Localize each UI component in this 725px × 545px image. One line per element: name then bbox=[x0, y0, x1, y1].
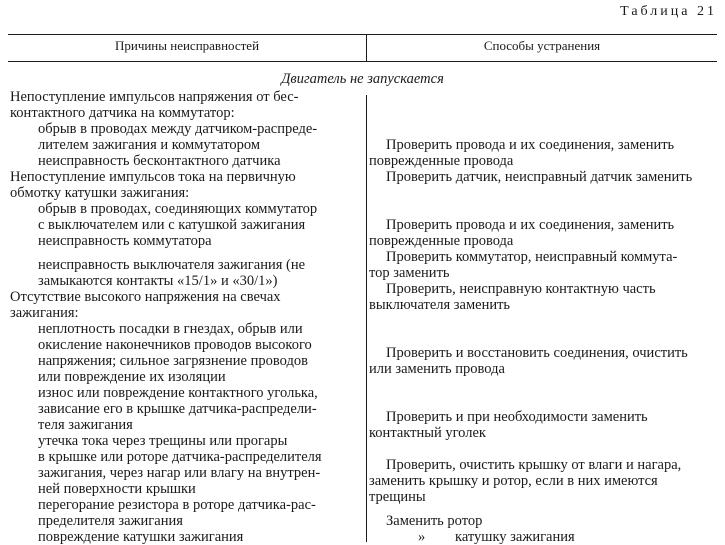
remedy-line: тор заменить bbox=[369, 265, 450, 281]
cause-line: лителем зажигания и коммутатором bbox=[38, 137, 261, 153]
cause-line: с выключателем или с катушкой зажигания bbox=[38, 217, 306, 233]
remedy-line: трещины bbox=[369, 489, 426, 505]
column-divider bbox=[366, 95, 367, 542]
cause-line: или повреждение их изоляции bbox=[38, 369, 226, 385]
header-causes: Причины неисправностей bbox=[114, 38, 260, 53]
remedy-line: Проверить и восстановить соединения, очистить bbox=[386, 345, 688, 361]
remedy-line: Проверить и при необходимости заменить bbox=[386, 409, 648, 425]
cause-line: теля зажигания bbox=[38, 417, 133, 433]
remedy-line: контактный уголек bbox=[369, 425, 486, 441]
remedy-line: заменить крышку и ротор, если в них имеются bbox=[369, 473, 658, 489]
remedy-line: поврежденные провода bbox=[369, 153, 514, 169]
cause-line: обрыв в проводах, соединяющих коммутатор bbox=[38, 201, 318, 217]
cause-line: зажигания, через нагар или влагу на внутрен- bbox=[38, 465, 321, 481]
section-title: Двигатель не запускается bbox=[281, 71, 444, 87]
cause-line: замыкаются контакты «15/1» и «30/1») bbox=[38, 273, 278, 289]
cause-line: Непоступление импульсов напряжения от бес- bbox=[10, 89, 299, 105]
cause-line: Непоступление импульсов тока на первичную bbox=[10, 169, 296, 185]
header-rule bbox=[8, 61, 717, 62]
remedy-line: выключателя заменить bbox=[369, 297, 511, 313]
cause-line: окисление наконечников проводов высокого bbox=[38, 337, 312, 353]
cause-line: зажигания: bbox=[10, 305, 79, 321]
cause-line: неисправность выключателя зажигания (не bbox=[38, 257, 306, 273]
cause-line: Отсутствие высокого напряжения на свечах bbox=[10, 289, 281, 305]
cause-line: утечка тока через трещины или прогары bbox=[38, 433, 288, 449]
remedy-line: Проверить, очистить крышку от влаги и нагара, bbox=[386, 457, 682, 473]
remedy-line: Проверить датчик, неисправный датчик заменить bbox=[386, 169, 693, 185]
cause-line: напряжения; сильное загрязнение проводов bbox=[38, 353, 308, 369]
cause-line: зависание его в крышке датчика-распредели- bbox=[38, 401, 317, 417]
cause-line: неисправность коммутатора bbox=[38, 233, 212, 249]
cause-line: обрыв в проводах между датчиком-распреде- bbox=[38, 121, 318, 137]
cause-line: износ или повреждение контактного уголька, bbox=[38, 385, 318, 401]
remedy-line: поврежденные провода bbox=[369, 233, 514, 249]
remedy-line: Проверить, неисправную контактную часть bbox=[386, 281, 656, 297]
remedy-line: Проверить провода и их соединения, заменить bbox=[386, 217, 675, 233]
header-remedies: Способы устранения bbox=[483, 38, 601, 53]
cause-line: пределителя зажигания bbox=[38, 513, 183, 529]
remedy-line: Заменить ротор bbox=[386, 513, 483, 529]
cause-line: перегорание резистора в роторе датчика-рас- bbox=[38, 497, 316, 513]
remedy-line: Проверить провода и их соединения, заменить bbox=[386, 137, 675, 153]
ditto-mark: » bbox=[418, 529, 426, 545]
cause-line: неплотность посадки в гнездах, обрыв или bbox=[38, 321, 303, 337]
remedy-line: или заменить провода bbox=[369, 361, 505, 377]
remedy-line: Проверить коммутатор, неисправный коммута- bbox=[386, 249, 678, 265]
top-rule bbox=[8, 34, 717, 35]
cause-line: обмотку катушки зажигания: bbox=[10, 185, 190, 201]
cause-line: неисправность бесконтактного датчика bbox=[38, 153, 281, 169]
remedy-line: катушку зажигания bbox=[455, 529, 575, 545]
cause-line: повреждение катушки зажигания bbox=[38, 529, 244, 545]
cause-line: ней поверхности крышки bbox=[38, 481, 196, 497]
cause-line: контактного датчика на коммутатор: bbox=[10, 105, 235, 121]
cause-line: в крышке или роторе датчика-распределителя bbox=[38, 449, 322, 465]
table-caption: Таблица 21 bbox=[620, 4, 717, 19]
